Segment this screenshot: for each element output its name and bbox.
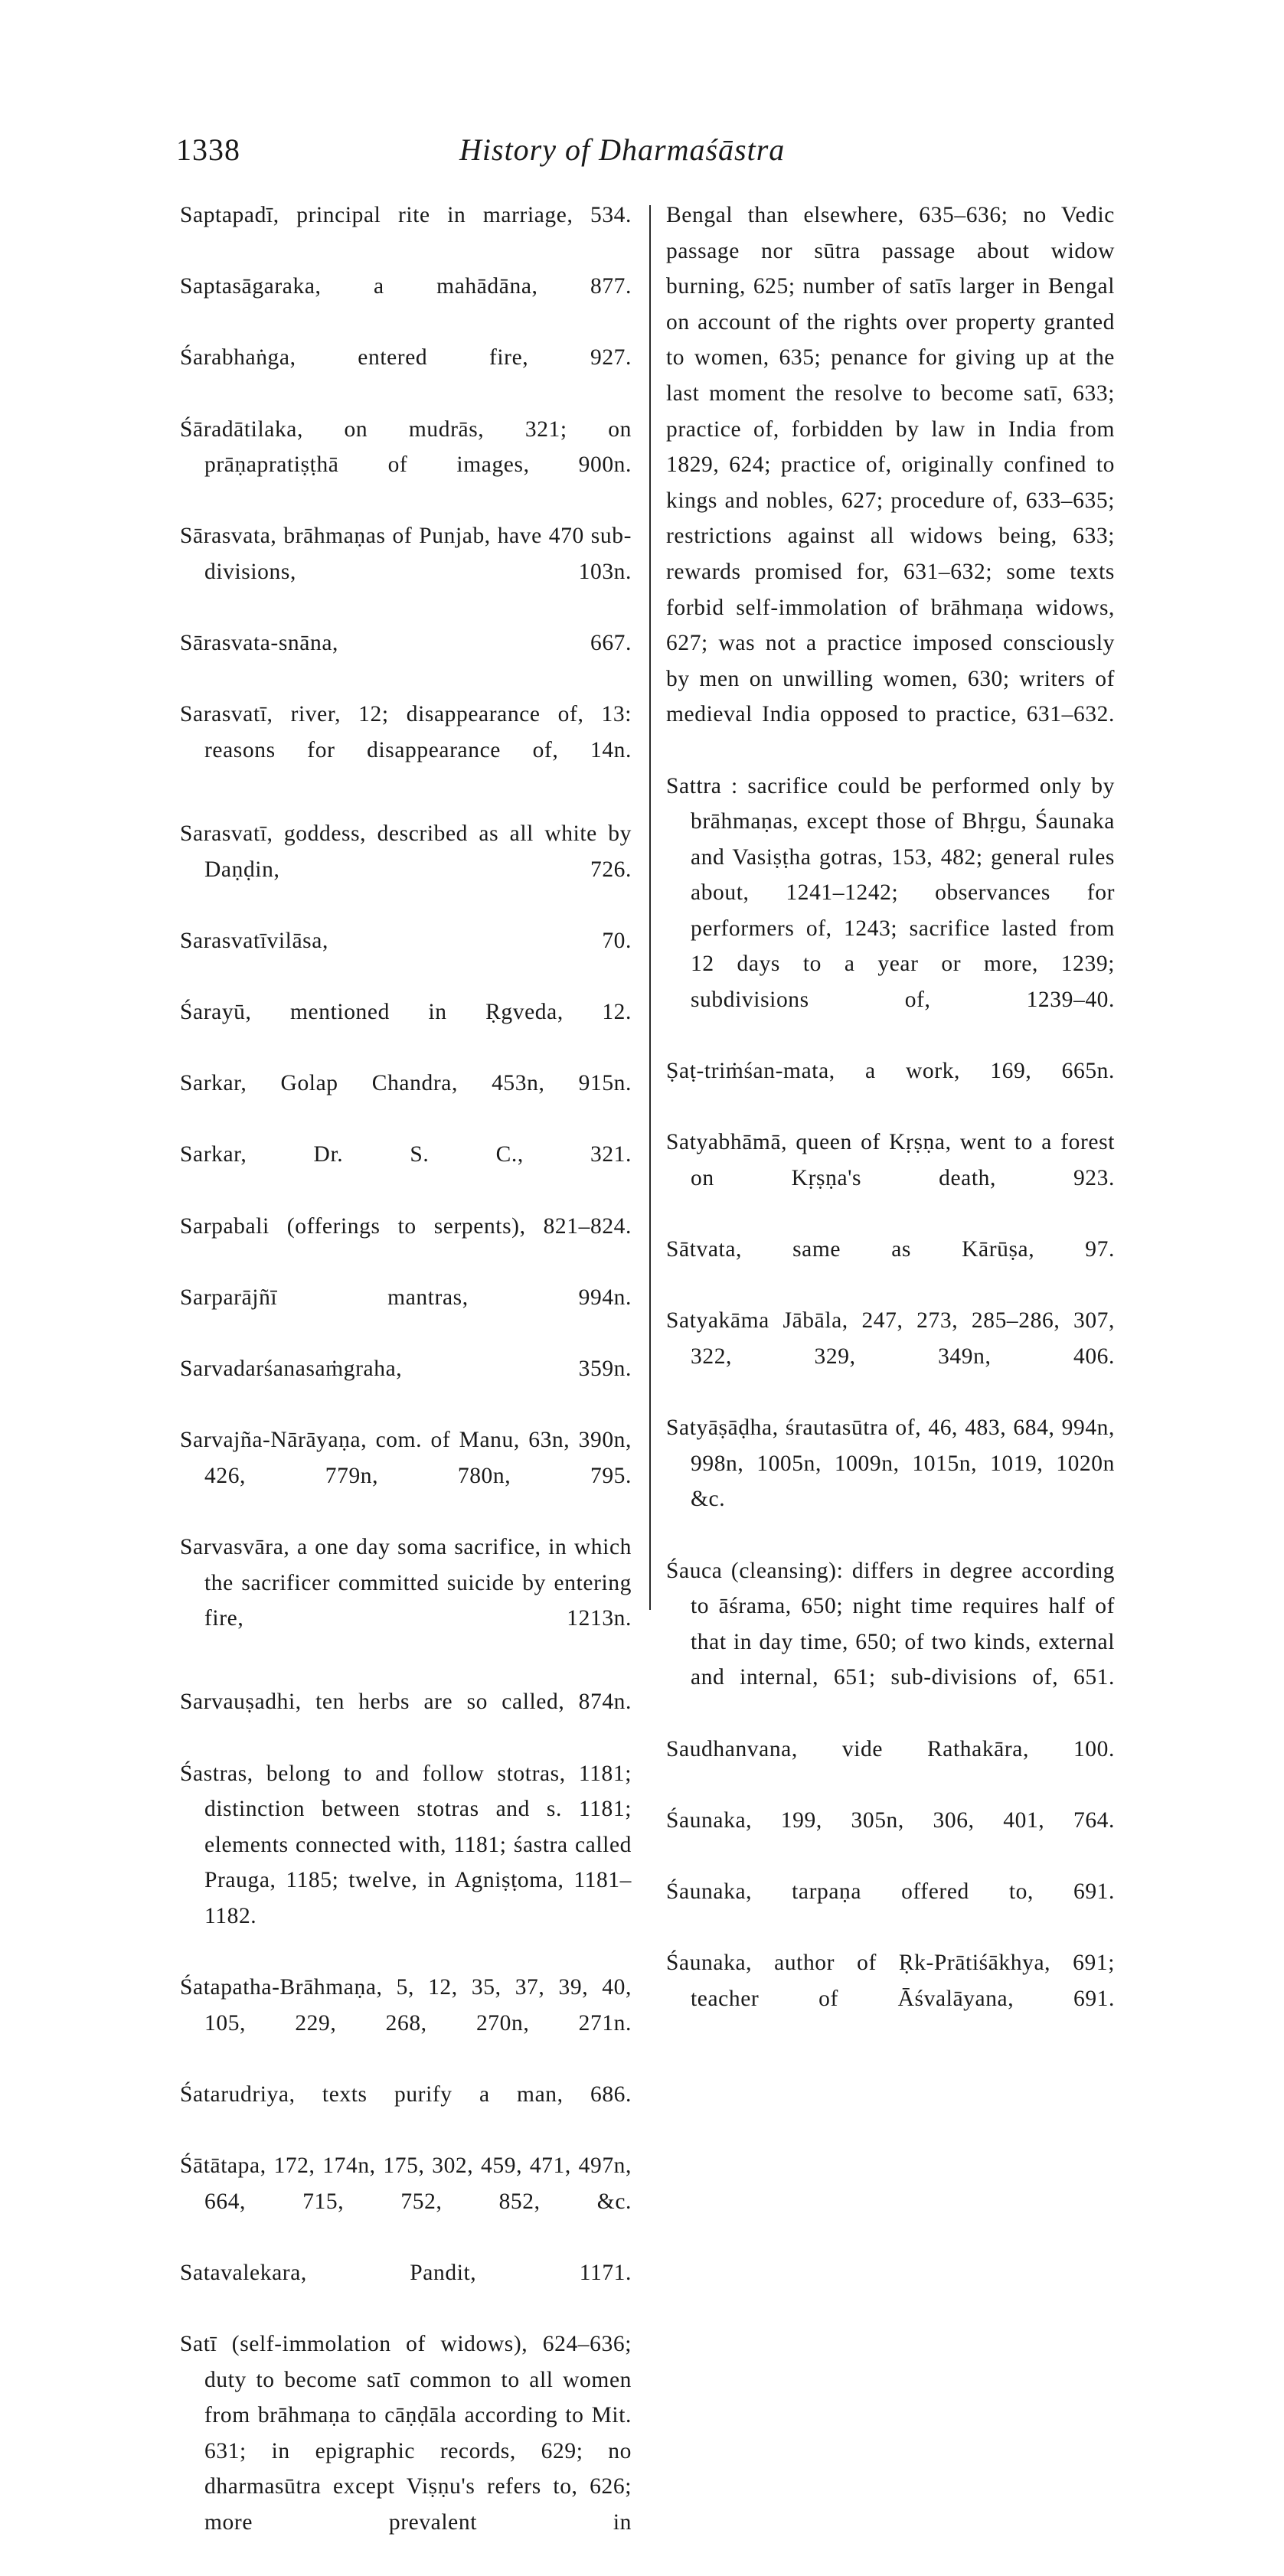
index-entry: Sarkar, Dr. S. C., 321.	[180, 1142, 632, 1167]
index-entry: Sārasvata, brāhmaṇas of Punjab, have 470 sub-divisions, 103n.	[180, 524, 632, 584]
index-entry: Sattra : sacrifice could be performed only by brāhmaṇas, except those of Bhṛgu, Śaunaka and Vasiṣṭha gotras, 153, 482; general rules about, 1241–1242; observances for performers of, 1243; sacrifice lasted from 12 days to a year or more, 1239; subdivisions of, 1239–40.	[666, 773, 1115, 1013]
index-entry-continued: Bengal than elsewhere, 635–636; no Vedic passage nor sūtra passage about widow burning, 625; number of satīs larger in Bengal on account of the rights over property granted to women, 635; penance for giving up at the last moment the resolve to become satī, 633; practice of, forbidden by law in India from 1829, 624; practice of, originally confined to kings and nobles, 627; procedure of, 633–635; restrictions against all widows being, 633; rewards promised for, 631–632; some texts forbid self-immolation of brāhmaṇa widows, 627; was not a practice imposed consciously by men on unwilling women, 630; writers of medieval India opposed to practice, 631–632.	[666, 203, 1115, 727]
index-entry: Sarvajña-Nārāyaṇa, com. of Manu, 63n, 390n, 426, 779n, 780n, 795.	[180, 1428, 632, 1488]
column-divider	[649, 205, 651, 1610]
index-entry: Sārasvata-snāna, 667.	[180, 631, 632, 656]
index-entry: Saptapadī, principal rite in marriage, 534.	[180, 203, 632, 227]
index-entry: Sarasvatī, river, 12; disappearance of, 13: reasons for disappearance of, 14n.	[180, 702, 632, 762]
index-entry: Sarvadarśanasaṁgraha, 359n.	[180, 1357, 632, 1381]
index-entry: Sarasvatī, goddess, described as all white by Daṇḍin, 726.	[180, 821, 632, 882]
index-entry: Śaunaka, tarpaṇa offered to, 691.	[666, 1879, 1115, 1904]
index-entry: Śatapatha-Brāhmaṇa, 5, 12, 35, 37, 39, 40, 105, 229, 268, 270n, 271n.	[180, 1975, 632, 2036]
index-entry: Śastras, belong to and follow stotras, 1181; distinction between stotras and s. 1181; elements connected with, 1181; śastra called Prauga, 1185; twelve, in Agniṣṭoma, 1181–1182.	[180, 1761, 632, 1928]
index-entry: Sarvauṣadhi, ten herbs are so called, 874n.	[180, 1690, 632, 1715]
index-entry: Saptasāgaraka, a mahādāna, 877.	[180, 274, 632, 299]
index-entry: Sarasvatīvilāsa, 70.	[180, 928, 632, 953]
index-entry: Satyabhāmā, queen of Kṛṣṇa, went to a forest on Kṛṣṇa's death, 923.	[666, 1130, 1115, 1191]
index-entry: Śātātapa, 172, 174n, 175, 302, 459, 471, 497n, 664, 715, 752, 852, &c.	[180, 2153, 632, 2214]
running-title: History of Dharmaśāstra	[459, 132, 786, 167]
page-number: 1338	[176, 132, 240, 167]
index-entry: Ṣaṭ-triṁśan-mata, a work, 169, 665n.	[666, 1059, 1115, 1084]
index-entry: Saudhanvana, vide Rathakāra, 100.	[666, 1736, 1115, 1761]
index-entry: Śarayū, mentioned in Ṛgveda, 12.	[180, 1000, 632, 1025]
index-entry: Śauca (cleansing): differs in degree according to āśrama, 650; night time requires half of that in day time, 650; of two kinds, external and internal, 651; sub-divisions of, 651.	[666, 1558, 1115, 1690]
index-entry: Satyāṣāḍha, śrautasūtra of, 46, 483, 684, 994n, 998n, 1005n, 1009n, 1015n, 1019, 1020n &c.	[666, 1415, 1115, 1512]
index-entry: Sarvasvāra, a one day soma sacrifice, in which the sacrificer committed suicide by entering fire, 1213n.	[180, 1534, 632, 1631]
left-column	[180, 198, 632, 2576]
index-entry: Satavalekara, Pandit, 1171.	[180, 2260, 632, 2285]
index-entry: Śatarudriya, texts purify a man, 686.	[180, 2081, 632, 2107]
page-header	[176, 132, 1057, 178]
index-entry: Sātvata, same as Kārūṣa, 97.	[666, 1237, 1115, 1262]
index-entry: Sarparājñī mantras, 994n.	[180, 1285, 632, 1310]
index-entry: Śarabhaṅga, entered fire, 927.	[180, 345, 632, 371]
index-entry: Śaunaka, author of Ṛk-Prātiśākhya, 691; teacher of Āśvalāyana, 691.	[666, 1951, 1115, 2011]
right-column	[666, 198, 1115, 2052]
index-entry: Śaunaka, 199, 305n, 306, 401, 764.	[666, 1807, 1115, 1833]
index-entry: Śāradātilaka, on mudrās, 321; on prāṇapratiṣṭhā of images, 900n.	[180, 416, 632, 478]
index-entry: Sarkar, Golap Chandra, 453n, 915n.	[180, 1071, 632, 1096]
index-entry: Satyakāma Jābāla, 247, 273, 285–286, 307, 322, 329, 349n, 406.	[666, 1308, 1115, 1369]
index-entry: Sarpabali (offerings to serpents), 821–824.	[180, 1213, 632, 1239]
index-entry: Satī (self-immolation of widows), 624–636; duty to become satī common to all women from brāhmaṇa to cāṇḍāla according to Mit. 631; in epigraphic records, 629; no dharmasūtra except Viṣṇu's refers to, 626; more prevalent in	[180, 2332, 632, 2535]
